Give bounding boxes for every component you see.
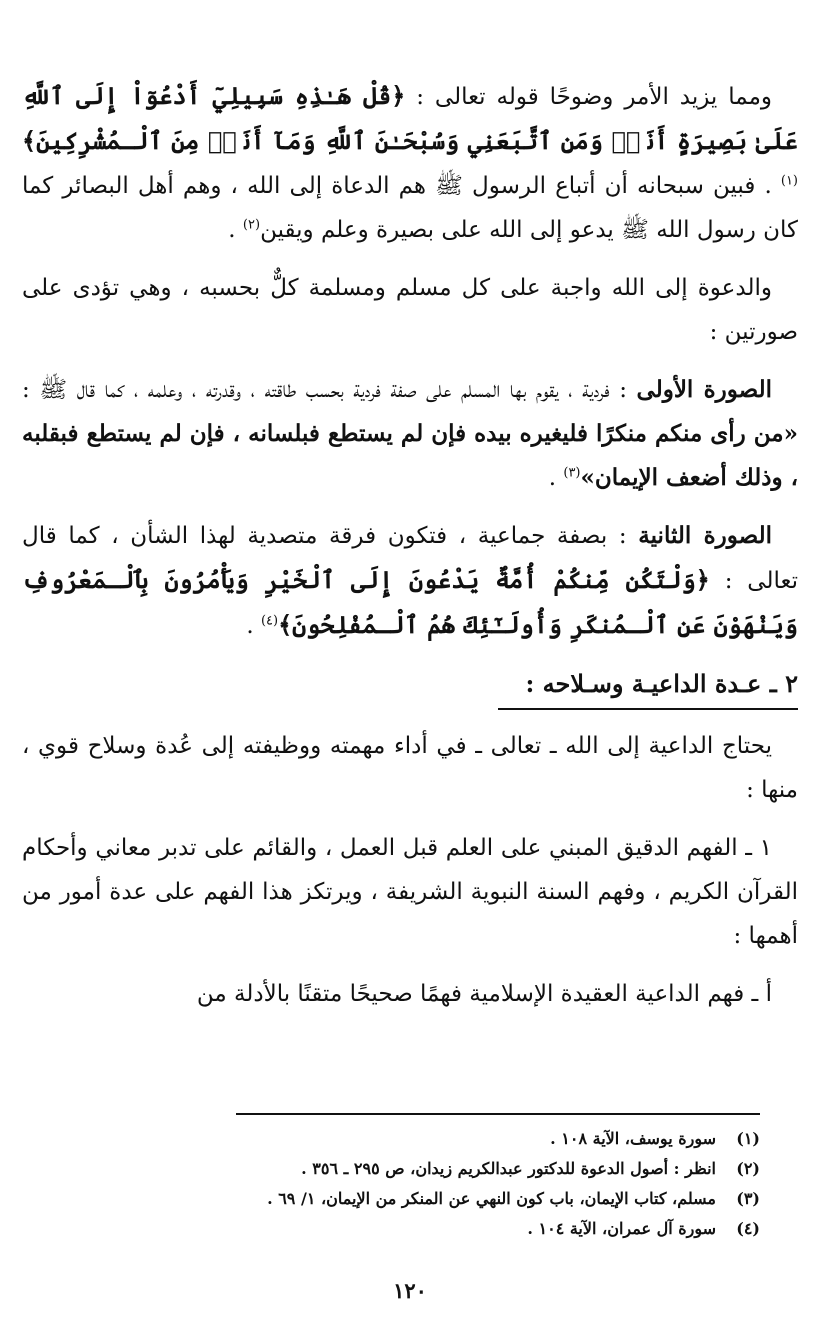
footnote-1 <box>60 1124 760 1154</box>
paragraph-6 <box>22 826 798 958</box>
footnote-separator <box>236 1113 760 1115</box>
p4-text: : بصفة جماعية ، فتكون فرقة متصدية لهذا الشأن ، كما قال تعالى : <box>22 523 798 594</box>
paragraph-7 <box>22 972 798 1016</box>
p3-end: . <box>548 465 564 491</box>
footnote-number: (٤) <box>736 1219 760 1238</box>
footnote-4 <box>60 1214 760 1244</box>
paragraph-4 <box>22 514 798 648</box>
footnote-3 <box>60 1184 760 1214</box>
paragraph-5 <box>22 724 798 812</box>
p5-text: يحتاج الداعية إلى الله ـ تعالى ـ في أداء مهمته ووظيفته إلى عُدة وسلاح قوي ، منها : <box>22 733 798 803</box>
footnote-number: (٢) <box>736 1159 760 1178</box>
footnote-text: مسلم، كتاب الإيمان، باب كون النهي عن المنكر من الإيمان، ١/ ٦٩ . <box>267 1189 716 1208</box>
footnotes <box>60 1124 760 1244</box>
footnote-text: سورة آل عمران، الآية ١٠٤ . <box>527 1219 716 1238</box>
footnote-number: (٣) <box>736 1189 760 1208</box>
p4-end: . <box>246 613 261 639</box>
p7-text: أ ـ فهم الداعية العقيدة الإسلامية فهمًا صحيحًا متقنًا بالأدلة من <box>196 981 772 1007</box>
p6-text: ١ ـ الفهم الدقيق المبني على العلم قبل العمل ، والقائم على تدبر معاني وأحكام القرآن الكريم ، وفهم السنة النبوية الشريفة ، ويرتكز هذا الفهم على عدة أمور من أهمها : <box>22 835 798 949</box>
quran-verse-1: ﴿قُلْ هَـٰذِهِ سَبِيلِيٓ أَدْعُوٓاْ إِلَى ٱللَّهِ عَلَىٰ بَصِيرَةٍ أَنَا۠ وَمَنِ ٱتَّبَعَنِي وَسُبْحَـٰنَ ٱللَّهِ وَمَآ أَنَا۠ مِنَ ٱلْـمُشْرِكِينَ﴾ <box>22 81 798 155</box>
p2-text: والدعوة إلى الله واجبة على كل مسلم ومسلمة كلٌّ بحسبه ، وهي تؤدى على صورتين : <box>22 275 798 345</box>
footnote-mark-1[interactable]: (١) <box>780 173 798 189</box>
page-number: ١٢٠ <box>393 1278 427 1303</box>
hadith-text: «من رأى منكم منكرًا فليغيره بيده فإن لم يستطع فبلسانه ، فإن لم يستطع فبقلبه ، وذلك أضعف الإيمان» <box>22 420 798 491</box>
section-heading-text: ٢ ـ عـدة الداعيـة وسـلاحه : <box>498 662 798 710</box>
footnote-text: سورة يوسف، الآية ١٠٨ . <box>550 1129 716 1148</box>
paragraph-3 <box>22 368 798 500</box>
section-heading <box>22 662 798 710</box>
p1-lead: ومما يزيد الأمر وضوحًا قوله تعالى : <box>405 84 772 110</box>
footnote-text: انظر : أصول الدعوة للدكتور عبدالكريم زيدان، ص ٢٩٥ ـ ٣٥٦ . <box>301 1159 716 1178</box>
p3-title: الصورة الأولى <box>636 376 772 403</box>
p1-end: . <box>228 217 243 243</box>
p4-title: الصورة الثانية <box>638 522 772 549</box>
p1-rest: . فبين سبحانه أن أتباع الرسول ﷺ هم الدعاة إلى الله ، وهم أهل البصائر كما كان رسول الله ﷺ يدعو إلى الله على بصيرة وعلم ويقين <box>22 173 798 243</box>
footnote-number: (١) <box>736 1129 760 1148</box>
quran-verse-2: ﴿وَلْتَكُن مِّنكُمْ أُمَّةٌ يَدْعُونَ إِلَى ٱلْخَيْرِ وَيَأْمُرُونَ بِٱلْـمَعْرُوفِ وَيَنْهَوْنَ عَنِ ٱلْـمُنكَرِ وَأُولَـٰٓئِكَ هُمُ ٱلْـمُفْلِحُونَ﴾ <box>22 565 798 639</box>
paragraph-1 <box>22 74 798 252</box>
p3-text: : فردية ، يقوم بها المسلم على صفة فردية بحسب طاقته ، وقدرته ، وعلمه ، كما قال ﷺ : <box>22 377 637 403</box>
footnote-mark-2[interactable]: (٢) <box>242 217 261 233</box>
footnote-2 <box>60 1154 760 1184</box>
footnote-mark-3[interactable]: (٣) <box>563 465 581 481</box>
paragraph-2 <box>22 266 798 354</box>
footnote-mark-4[interactable]: (٤) <box>260 613 279 629</box>
